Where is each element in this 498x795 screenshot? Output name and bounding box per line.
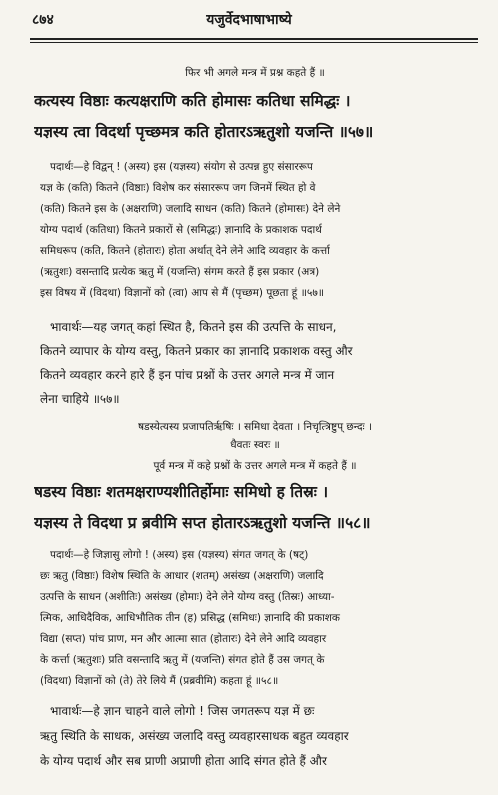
padartha-line: के कर्त्ता (ऋतुशः) प्रति वसन्तादि ऋतु में (यजन्ति) संगत होते हैं उस जगत् के (40, 654, 325, 666)
page-header (0, 8, 498, 32)
mantra-line: यज्ञस्य ते विदथा प्र ब्रवीमि सप्त होतारऽऋतुशो यजन्ति ॥५८॥ (34, 514, 371, 532)
intro-line: फिर भी अगले मन्त्र में प्रश्न कहते हैं ॥ (185, 67, 325, 79)
padartha-line: त्मिक, आधिदैविक, आधिभौतिक तीन (ह) प्रसिद्ध (समिधः) ज्ञानादि की प्रकाशक (40, 612, 340, 624)
padartha-line: छः ऋतु (विष्ठाः) विशेष स्थिति के आधार (शतम्) असंख्य (अक्षराणि) जलादि (40, 570, 324, 582)
padartha-line: यज्ञ के (कति) कितने (विष्ठाः) विशेष कर संसाररूप जग जिनमें स्थित हो वे (40, 182, 316, 194)
bhavartha-line: लेना चाहिये ॥५७॥ (40, 392, 120, 406)
bhavartha-line: भावार्थः—हे ज्ञान चाहने वाले लोगो ! जिस जगतरूप यज्ञ में छः (50, 704, 315, 718)
padartha-line: पदार्थः—हे विद्वन् ! (अस्य) इस (यज्ञस्य) संयोग से उत्पन्न हुए संसाररूप (50, 161, 313, 173)
padartha-line: उत्पत्ति के साधन (अशीतिः) असंख्य (होमाः) देने लेने योग्य वस्तु (तिस्रः) आध्या- (40, 591, 335, 603)
rishi-devata-line: षडस्येत्यस्य प्रजापतिर्ऋषिः । समिधा देवता । निचृत्त्रिष्टुप् छन्दः । (137, 421, 372, 433)
mantra-line: यज्ञस्य त्वा विदर्था पृच्छमत्र कति होतारऽऋतुशो यजन्ति ॥५७॥ (34, 123, 374, 141)
bhavartha-line: के योग्य पदार्थ और सब प्राणी अप्राणी होता आदि संगत होते हैं और (40, 754, 327, 768)
padartha-line: विद्या (सप्त) पांच प्राण, मन और आत्मा सात (होतारः) देने लेने आदि व्यवहार (40, 633, 327, 645)
intro-line: पूर्व मन्त्र में कहे प्रश्नों के उत्तर अगले मन्त्र में कहते हैं ॥ (153, 460, 357, 472)
page-number: ८७४ (32, 12, 54, 28)
bhavartha-line: भावार्थः—यह जगत् कहां स्थित है, कितने इस की उत्पत्ति के साधन, (50, 320, 337, 334)
bhavartha-line: ऋतु स्थिति के साधक, असंख्य जलादि वस्तु व्यवहारसाधक बहुत व्यवहार (40, 729, 349, 743)
running-title: यजुर्वेदभाषाभाष्ये (206, 12, 292, 28)
padartha-line: (विदथा) विज्ञानों को (ते) तेरे लिये मैं (प्रब्रवीमि) कहता हूं ॥५८॥ (40, 675, 279, 687)
svara-line: धैवतः स्वरः ॥ (230, 439, 280, 451)
mantra-line: कत्यस्य विष्ठाः कत्यक्षराणि कति होमासः कतिधा समिद्धः । (34, 92, 351, 110)
padartha-line: इस विषय में (विदथा) विज्ञानों को (त्वा) आप से मैं (पृच्छम) पूछता हूं ॥५७॥ (40, 287, 325, 299)
header-rule (30, 38, 478, 40)
padartha-line: पदार्थः—हे जिज्ञासु लोगो ! (अस्य) इस (यज्ञस्य) संगत जगत् के (षट्) (50, 549, 309, 561)
padartha-line: योग्य पदार्थ (कतिधा) कितने प्रकारों से (समिद्धः) ज्ञानादि के प्रकाशक पदार्थ (40, 224, 322, 236)
padartha-line: (कति) कितने इस के (अक्षराणि) जलादि साधन (कति) कितने (होमासः) देने लेने (40, 203, 341, 215)
mantra-line: षडस्य विष्ठाः शतमक्षराण्यशीतिर्होमाः समिधो ह तिस्रः । (34, 483, 329, 501)
header-rule-thin (30, 42, 478, 43)
bhavartha-line: कितने व्यवहार करने हारे हैं इन पांच प्रश्नों के उत्तर अगले मन्त्र में जान (40, 368, 335, 382)
padartha-line: समिधरूप (कति, कितने (होतारः) होता अर्थात् देने लेने आदि व्यवहार के कर्त्ता (40, 245, 330, 257)
bhavartha-line: कितने व्यापार के योग्य वस्तु, कितने प्रकार का ज्ञानादि प्रकाशक वस्तु और (40, 344, 353, 358)
padartha-line: (ऋतुशः) वसन्तादि प्रत्येक ऋतु में (यजन्ति) संगम करते हैं इस प्रकार (अत्र) (40, 266, 320, 278)
